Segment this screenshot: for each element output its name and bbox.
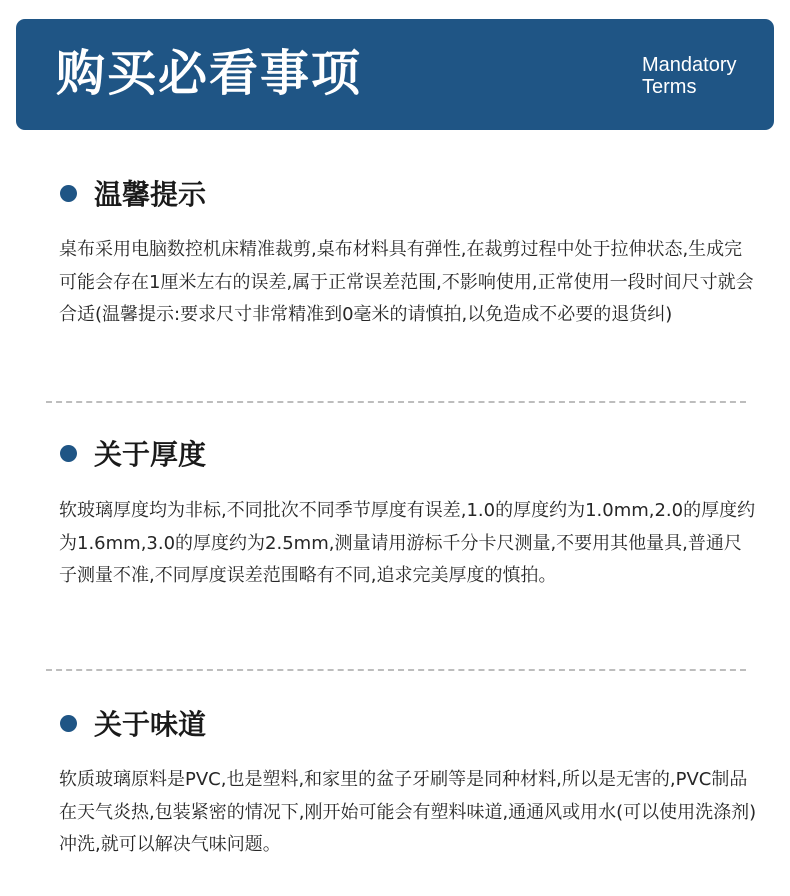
- header-banner: [16, 19, 774, 130]
- section-body-thickness: 软玻璃厚度均为非标,不同批次不同季节厚度有误差,1.0的厚度约为1.0mm,2.0的厚度约为1.6mm,3.0的厚度约为2.5mm,测量请用游标千分卡尺测量,不要用其他量具,普通尺子测量不准,不同厚度误差范围略有不同,追求完美厚度的慎拍。: [59, 500, 756, 586]
- section-body-tips: 桌布采用电脑数控机床精准裁剪,桌布材料具有弹性,在裁剪过程中处于拉伸状态,生成完可能会存在1厘米左右的误差,属于正常误差范围,不影响使用,正常使用一段时间尺寸就会合适(温馨提示:要求尺寸非常精准到0毫米的请慎拍,以免造成不必要的退货纠): [59, 239, 754, 325]
- bullet-dot-icon: [60, 185, 77, 202]
- section-body-smell: 软质玻璃原料是PVC,也是塑料,和家里的盆子牙刷等是同种材料,所以是无害的,PVC制品在天气炎热,包装紧密的情况下,刚开始可能会有塑料味道,通通风或用水(可以使用洗涤剂)冲洗,就可以解决气味问题。: [59, 769, 757, 855]
- section-title: 关于厚度: [94, 438, 207, 471]
- bullet-dot-icon: [60, 715, 77, 732]
- dashed-divider: [46, 401, 746, 403]
- section-heading-tips: [60, 173, 206, 213]
- section-heading-smell: [60, 703, 206, 743]
- banner-subtitle-line1: Mandatory: [642, 54, 737, 76]
- section-heading-thickness: [60, 433, 206, 473]
- page-title: 购买必看事项: [56, 45, 363, 102]
- banner-subtitle-line2: Terms: [642, 76, 697, 98]
- section-title: 温馨提示: [94, 178, 207, 211]
- bullet-dot-icon: [60, 445, 77, 462]
- banner-subtitle: [642, 54, 737, 98]
- dashed-divider: [46, 669, 746, 671]
- section-title: 关于味道: [94, 708, 207, 741]
